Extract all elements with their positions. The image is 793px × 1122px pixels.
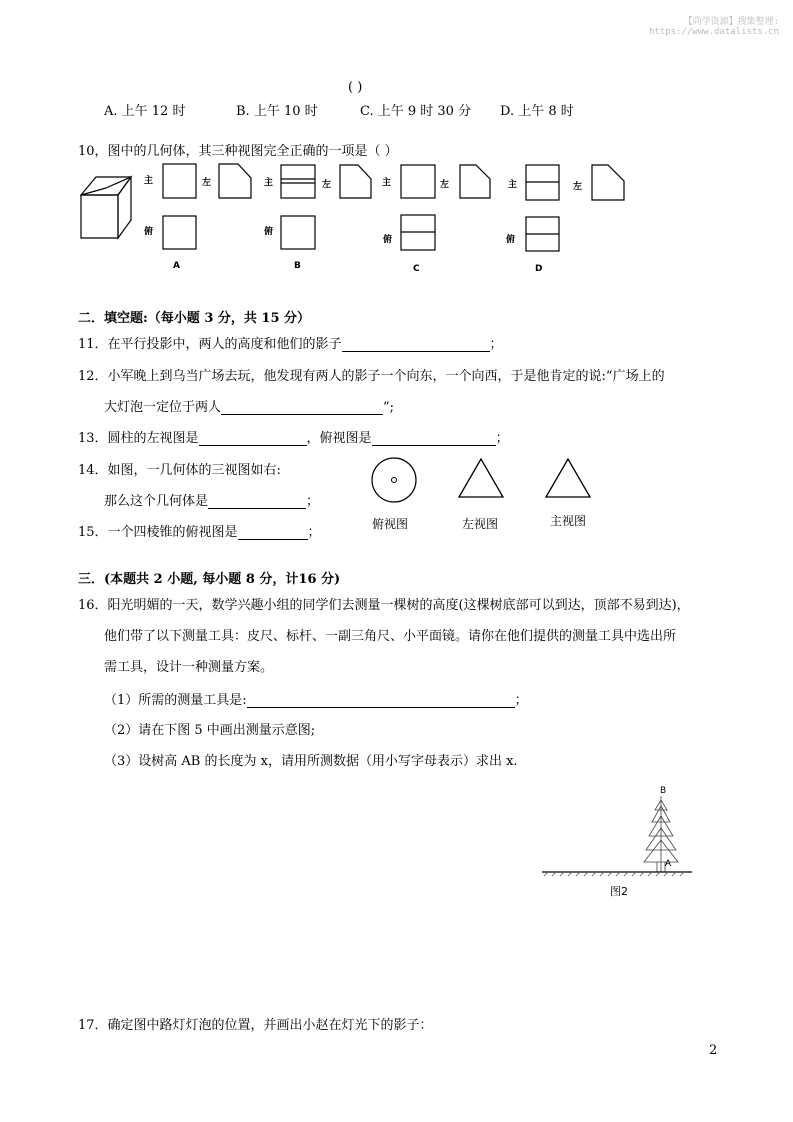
q12-answer-blank[interactable] [221,401,383,415]
q13-left-view-blank[interactable] [199,432,307,446]
q11-text: 11．在平行投影中，两人的高度和他们的影子 [78,337,342,352]
tree-label-a: A [665,859,672,869]
c-main-label: 主 [382,178,392,188]
q13-text: 13．圆柱的左视图是 [78,431,199,446]
q9-option-b: B. 上午 10 时 [236,104,318,119]
q16-line2: 他们带了以下测量工具：皮尺、标杆、一副三角尺、小平面镜。请你在他们提供的测量工具中选出所 [104,629,677,644]
q16-line1: 16．阳光明媚的一天，数学兴趣小组的同学们去测量一棵树的高度(这棵树底部可以到达，顶部不易到达)， [78,598,690,613]
left-view-triangle [459,459,503,497]
main-view-triangle [546,459,590,497]
q9-option-a: A. 上午 12 时 [104,104,186,119]
section-3-heading: 三．(本题共 2 小题, 每小题 8 分，计16 分) [78,572,341,587]
left-view-caption: 左视图 [462,517,499,531]
watermark-line2: https://www.datalists.cn [648,27,779,37]
q12-line1: 12．小军晚上到乌当广场去玩，他发现有两人的影子一个向东，一个向西，于是他肯定的说:“广场上的 [78,369,665,384]
q16-sub1-text: （1）所需的测量工具是: [104,693,247,708]
b-top-label: 俯 [264,227,274,237]
q10-figure-svg [78,160,628,278]
solid-drawing [81,177,131,238]
c-left-label: 左 [440,180,450,190]
q10-figure [78,160,628,278]
q14-end: ； [306,494,320,509]
q11-answer-blank[interactable] [342,338,490,352]
main-view-caption: 主视图 [550,514,587,528]
watermark-line1: 【尚学资源】搜集整理: [683,17,779,27]
q15-answer-blank[interactable] [238,526,308,540]
q12-end: ”; [383,400,395,415]
b-main-label: 主 [264,178,274,188]
q9-option-d: D. 上午 8 时 [500,104,574,119]
q12-line2 [104,396,394,415]
q15 [78,521,321,540]
q13 [78,427,509,446]
c-top-label: 俯 [383,235,393,245]
q15-end: ； [307,525,321,540]
q11 [78,333,503,352]
tree-figure-caption: 图2 [610,885,628,898]
q17: 17．确定图中路灯灯泡的位置，并画出小赵在灯光下的影子： [78,1018,433,1033]
option-d-views [526,165,624,251]
q14-three-views [365,454,605,514]
a-main-label: 主 [144,176,154,186]
watermark [649,14,779,37]
d-left-label: 左 [573,182,583,192]
q14-line2 [104,490,319,509]
q16-sub3: （3）设树高 AB 的长度为 x，请用所测数据（用小写字母表示）求出 x. [104,754,518,769]
q13-end: ； [495,431,509,446]
tree-label-b: B [660,786,667,796]
option-c-letter: C [413,264,420,274]
top-view-caption: 俯视图 [372,517,409,531]
top-view-circle [372,458,416,502]
q12-text: 大灯泡一定位于两人 [104,400,222,415]
q9-option-c: C. 上午 9 时 30 分 [360,104,472,119]
q11-end: ； [489,337,503,352]
section-2-heading: 二．填空题:（每小题 3 分，共 15 分） [78,311,311,326]
d-main-label: 主 [508,180,518,190]
a-left-label: 左 [202,178,212,188]
q16-line3: 需工具，设计一种测量方案。 [104,660,274,675]
a-top-label: 俯 [144,227,154,237]
q14-text: 那么这个几何体是 [104,494,209,509]
q13-top-view-blank[interactable] [372,432,496,446]
option-b-letter: B [294,261,301,271]
q16-sub1 [104,689,528,708]
top-view-center [392,478,397,483]
b-left-label: 左 [322,180,332,190]
q14-line1: 14．如图，一几何体的三视图如右: [78,463,281,478]
d-top-label: 俯 [506,235,516,245]
option-d-letter: D [535,264,543,274]
q14-answer-blank[interactable] [208,495,306,509]
tree-drawing [644,796,678,872]
q13-mid: ，俯视图是 [306,431,372,446]
q9-answer-paren: ( ) [348,80,363,95]
tree-figure [538,786,698,902]
q15-text: 15．一个四棱锥的俯视图是 [78,525,238,540]
page-number: 2 [709,1043,718,1058]
q10-question: 10，图中的几何体，其三种视图完全正确的一项是（ ） [78,144,398,159]
q16-tools-blank[interactable] [247,694,515,708]
q16-sub2: （2）请在下图 5 中画出测量示意图; [104,723,316,738]
q16-sub1-end: ； [514,693,528,708]
option-a-letter: A [173,261,180,271]
